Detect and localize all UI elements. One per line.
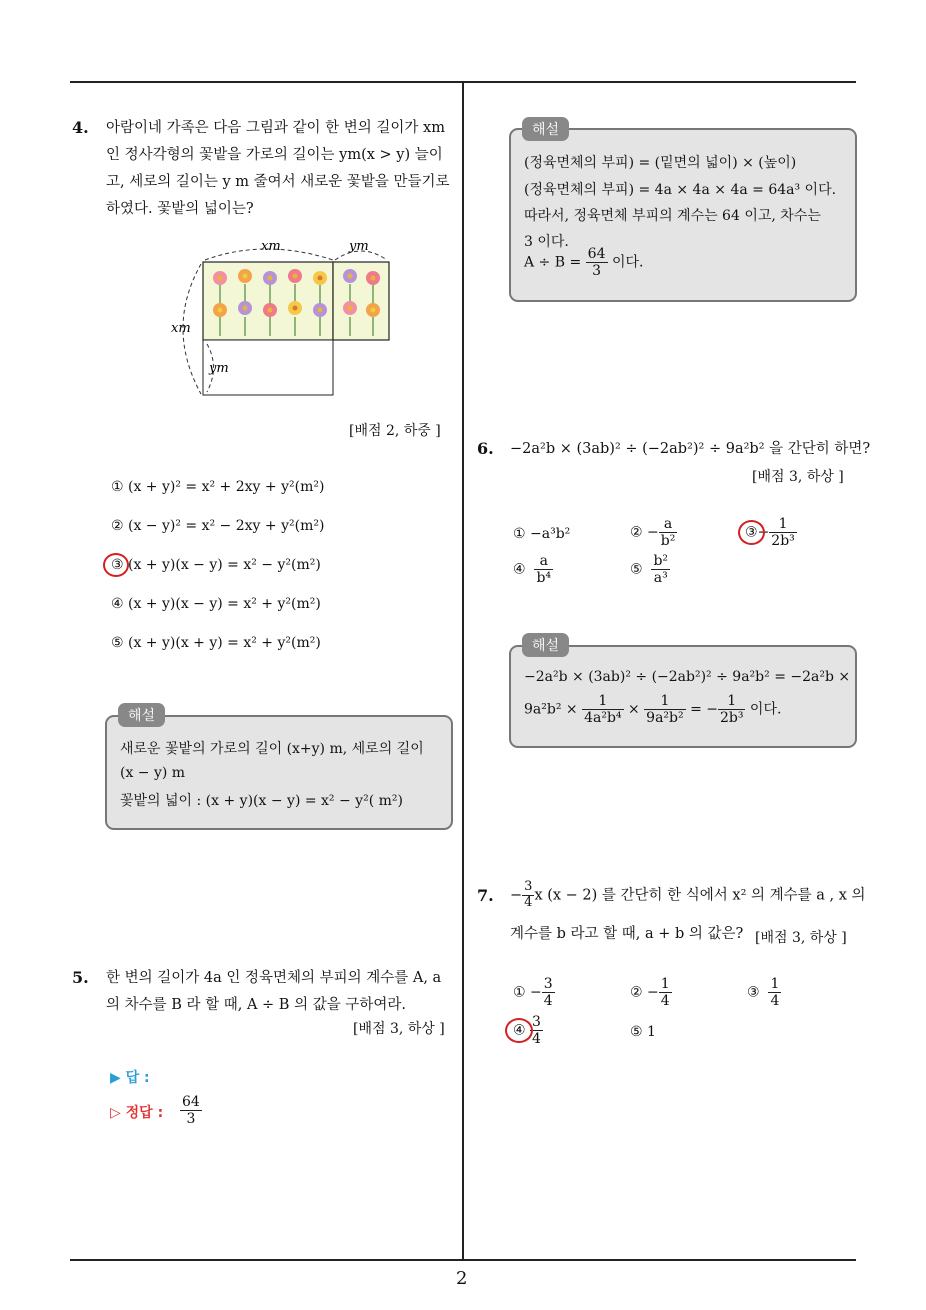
q5-number: 5. bbox=[72, 968, 89, 987]
q4-line-4: 하였다. 꽃밭의 넓이는? bbox=[106, 201, 254, 217]
q6-choice-2-num: a bbox=[659, 516, 678, 533]
q6-explain-suffix: 이다. bbox=[745, 701, 782, 718]
q6-explain-f1-den: 4a²b⁴ bbox=[584, 710, 622, 727]
q6-explain-f3-num: 1 bbox=[718, 693, 745, 710]
q4-line-2: 인 정사각형의 꽃밭을 가로의 길이는 ym(x > y) 늘이 bbox=[106, 147, 443, 163]
q4-explanation-tag: 해설 bbox=[118, 703, 165, 727]
q7-choice-1-mark: ① − bbox=[513, 984, 542, 1001]
q6-choice-3-mark: ③ bbox=[745, 524, 758, 541]
q7-choice-4-num: 3 bbox=[532, 1014, 541, 1030]
q6-choice-5[interactable] bbox=[630, 553, 670, 586]
q7-sign: − bbox=[510, 887, 523, 904]
q7-number: 7. bbox=[477, 886, 494, 905]
q5-correct-answer bbox=[180, 1094, 202, 1127]
label-top-y: ym bbox=[349, 239, 369, 254]
q6-choice-3-sign: − bbox=[757, 524, 770, 541]
q5-text bbox=[106, 965, 456, 1019]
q4-line-3: 고, 세로의 길이는 y m 줄여서 새로운 꽃밭을 만들기로 bbox=[106, 174, 450, 190]
q6-choice-4-num: a bbox=[534, 553, 553, 570]
q7-choice-3-den: 4 bbox=[770, 993, 780, 1010]
q6-choice-5-mark: ⑤ bbox=[630, 561, 643, 578]
q7-choice-2[interactable] bbox=[630, 976, 672, 1009]
bottom-rule bbox=[70, 1259, 856, 1261]
q7-score: [배점 3, 하상 ] bbox=[755, 930, 847, 946]
q6-choice-2-den: b² bbox=[660, 533, 676, 550]
q5-score: [배점 3, 하상 ] bbox=[353, 1021, 445, 1037]
q7-rest: x (x − 2) 를 간단히 한 식에서 x² 의 계수를 a , x 의 bbox=[534, 887, 866, 904]
q7-choice-2-den: 4 bbox=[660, 993, 670, 1010]
q5-correct-den: 3 bbox=[186, 1111, 196, 1128]
label-inner-y: ym bbox=[209, 361, 229, 376]
q5-explain-line-3: 따라서, 정육면체 부피의 계수는 64 이고, 차수는 bbox=[524, 208, 821, 224]
page-number: 2 bbox=[456, 1268, 468, 1289]
q6-answer-circle bbox=[738, 520, 765, 545]
q5-explain-line-1: (정육면체의 부피) = (밑면의 넓이) × (높이) bbox=[524, 155, 797, 171]
q6-choice-4[interactable] bbox=[513, 553, 553, 586]
q7-line-1 bbox=[510, 880, 866, 911]
q5-answer-label: ▶ 답 : bbox=[110, 1070, 150, 1086]
q4-choice-5[interactable]: ⑤ (x + y)(x + y) = x² + y²(m²) bbox=[111, 635, 321, 651]
q4-choice-4[interactable]: ④ (x + y)(x − y) = x² + y²(m²) bbox=[111, 596, 321, 612]
q4-explain-line-2: (x − y) m bbox=[120, 765, 186, 781]
q6-choice-5-num: b² bbox=[653, 553, 669, 569]
q7-choice-1-den: 4 bbox=[543, 993, 553, 1010]
q6-choice-2[interactable] bbox=[630, 516, 677, 549]
q6-score: [배점 3, 하상 ] bbox=[752, 469, 844, 485]
q5-explain-line-4: 3 이다. bbox=[524, 234, 569, 250]
flower-garden-figure bbox=[165, 232, 395, 402]
q4-choice-1[interactable]: ① (x + y)² = x² + 2xy + y²(m²) bbox=[111, 479, 325, 495]
q4-line-1: 아람이네 가족은 다음 그림과 같이 한 변의 길이가 xm bbox=[106, 120, 445, 136]
q4-answer-circle bbox=[103, 553, 129, 577]
q7-choice-2-num: 1 bbox=[660, 976, 670, 992]
q7-choice-3[interactable] bbox=[747, 976, 781, 1009]
q5-explain-den: 3 bbox=[592, 263, 602, 280]
q4-number: 4. bbox=[72, 118, 89, 137]
q5-explain-suffix: 이다. bbox=[607, 254, 644, 271]
q6-choice-4-mark: ④ bbox=[513, 561, 526, 578]
q6-choice-4-den: b⁴ bbox=[536, 570, 552, 587]
q5-explain-line-2: (정육면체의 부피) = 4a × 4a × 4a = 64a³ 이다. bbox=[524, 182, 837, 198]
q7-choice-1[interactable] bbox=[513, 976, 555, 1009]
q7-answer-circle bbox=[505, 1018, 533, 1043]
q4-text bbox=[106, 115, 456, 223]
q6-explain-f2-num: 1 bbox=[644, 693, 685, 710]
q7-choice-5[interactable]: ⑤ 1 bbox=[630, 1024, 656, 1040]
q6-choice-5-den: a³ bbox=[653, 570, 668, 587]
q6-choice-3-num: 1 bbox=[769, 516, 796, 533]
q7-choice-3-num: 1 bbox=[770, 976, 780, 992]
q5-explain-line-5 bbox=[524, 246, 643, 279]
q4-choice-3[interactable]: ③ (x + y)(x − y) = x² − y²(m²) bbox=[111, 557, 321, 573]
q4-explain-line-1: 새로운 꽃밭의 가로의 길이 (x+y) m, 세로의 길이 bbox=[120, 741, 424, 757]
q4-choice-2[interactable]: ② (x − y)² = x² − 2xy + y²(m²) bbox=[111, 518, 325, 534]
q6-explain-f2-den: 9a²b² bbox=[646, 710, 684, 727]
q4-explanation-box bbox=[105, 715, 453, 830]
q7-coef-num: 3 bbox=[524, 879, 533, 894]
q5-line-2: 의 차수를 B 라 할 때, A ÷ B 의 값을 구하여라. bbox=[106, 997, 406, 1013]
q6-explain-eq: = − bbox=[685, 701, 718, 718]
q6-explain-line-2 bbox=[524, 693, 781, 726]
q5-explanation-tag: 해설 bbox=[522, 117, 569, 141]
q7-coef-den: 4 bbox=[524, 894, 533, 910]
q4-explain-line-3: 꽃밭의 넓이 : (x + y)(x − y) = x² − y²( m²) bbox=[120, 793, 403, 809]
label-left-x: xm bbox=[171, 321, 191, 336]
q6-choice-1[interactable]: ① −a³b² bbox=[513, 526, 571, 542]
column-divider bbox=[462, 83, 464, 1260]
q6-number: 6. bbox=[477, 439, 494, 458]
q6-explain-f3-den: 2b³ bbox=[720, 710, 744, 727]
q6-explain-prefix: 9a²b² × bbox=[524, 701, 583, 718]
q7-choice-2-mark: ② − bbox=[630, 984, 659, 1001]
q5-line-1: 한 변의 길이가 4a 인 정육면체의 부피의 계수를 A, a bbox=[106, 970, 442, 986]
q5-explain-num: 64 bbox=[587, 246, 606, 262]
q7-choice-3-mark: ③ bbox=[747, 984, 760, 1001]
q5-correct-label: ▷ 정답 : bbox=[110, 1105, 164, 1121]
label-top-x: xm bbox=[261, 239, 281, 254]
q7-choice-4-den: 4 bbox=[532, 1031, 541, 1048]
q6-explanation-tag: 해설 bbox=[522, 633, 569, 657]
q6-explain-times: × bbox=[623, 701, 645, 718]
q4-score: [배점 2, 하중 ] bbox=[349, 423, 441, 439]
q6-explanation-box bbox=[509, 645, 857, 748]
q6-choice-2-mark: ② − bbox=[630, 524, 659, 541]
q7-choice-4-mark: ④ bbox=[513, 1022, 526, 1039]
q5-explain-prefix: A ÷ B = bbox=[524, 254, 586, 271]
q6-explain-line-1: −2a²b × (3ab)² ÷ (−2ab²)² ÷ 9a²b² = −2a²b × bbox=[524, 669, 851, 685]
q5-correct-num: 64 bbox=[182, 1094, 200, 1110]
q5-explanation-box bbox=[509, 128, 857, 302]
q7-line-2: 계수를 b 라고 할 때, a + b 의 값은? bbox=[510, 926, 744, 942]
q6-explain-f1-num: 1 bbox=[582, 693, 623, 710]
q6-text: −2a²b × (3ab)² ÷ (−2ab²)² ÷ 9a²b² 을 간단히 하면? bbox=[510, 441, 871, 457]
q6-choice-3-den: 2b³ bbox=[771, 533, 795, 550]
q7-choice-1-num: 3 bbox=[543, 976, 553, 992]
